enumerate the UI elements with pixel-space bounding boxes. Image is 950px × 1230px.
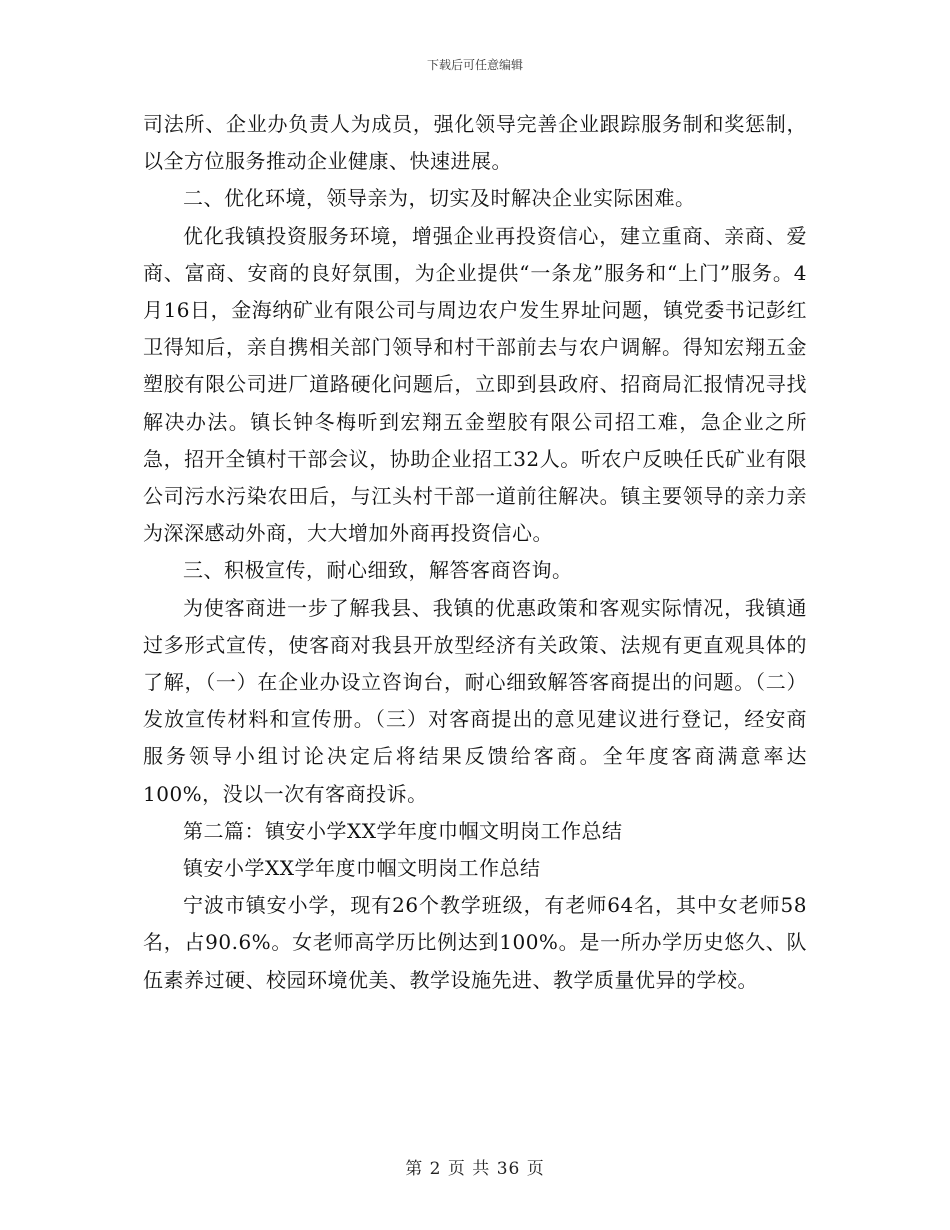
page-number: 第 2 页 共 36 页 [405, 1159, 545, 1179]
paragraph-environment: 优化我镇投资服务环境，增强企业再投资信心，建立重商、亲商、爱商、富商、安商的良好氛围，为企业提供“一条龙”服务和“上门”服务。4月16日，金海纳矿业有限公司与周边农户发生界址问题，镇党委书记彭红卫得知后，亲自携相关部门领导和村干部前去与农户调解。得知宏翔五金塑胶有限公司进厂道路硬化问题后，立即到县政府、招商局汇报情况寻找解决办法。镇长钟冬梅听到宏翔五金塑胶有限公司招工难，急企业之所急，招开全镇村干部会议，协助企业招工32人。听农户反映任氏矿业有限公司污水污染农田后，与江头村干部一道前往解决。镇主要领导的亲力亲为深深感动外商，大大增加外商再投资信心。 [143, 223, 807, 546]
report-title: 镇安小学XX学年度巾帼文明岗工作总结 [183, 856, 541, 881]
section-heading-three: 三、积极宣传，耐心细致，解答客商咨询。 [183, 558, 573, 583]
paragraph-publicity: 为使客商进一步了解我县、我镇的优惠政策和客观实际情况，我镇通过多形式宣传，使客商对我县开放型经济有关政策、法规有更直观具体的了解，（一）在企业办设立咨询台，耐心细致解答客商提出的问题。（二）发放宣传材料和宣传册。（三）对客商提出的意见建议进行登记，经安商服务领导小组讨论决定后将结果反馈给客商。全年度客商满意率达100%，没以一次有客商投诉。 [143, 595, 807, 806]
page-header-note: 下载后可任意编辑 [426, 58, 523, 72]
paragraph-school-intro: 宁波市镇安小学，现有26个教学班级，有老师64名，其中女老师58名，占90.6%。女老师高学历比例达到100%。是一所办学历史悠久、队伍素养过硬、校园环境优美、教学设施先进、教学质量优异的学校。 [143, 893, 807, 992]
document-body [143, 106, 807, 999]
section-heading-two: 二、优化环境，领导亲为，切实及时解决企业实际困难。 [183, 186, 696, 211]
chapter-title: 第二篇：镇安小学XX学年度巾帼文明岗工作总结 [183, 818, 623, 843]
paragraph-continuation: 司法所、企业办负责人为成员，强化领导完善企业跟踪服务制和奖惩制，以全方位服务推动企业健康、快速进展。 [143, 112, 807, 174]
